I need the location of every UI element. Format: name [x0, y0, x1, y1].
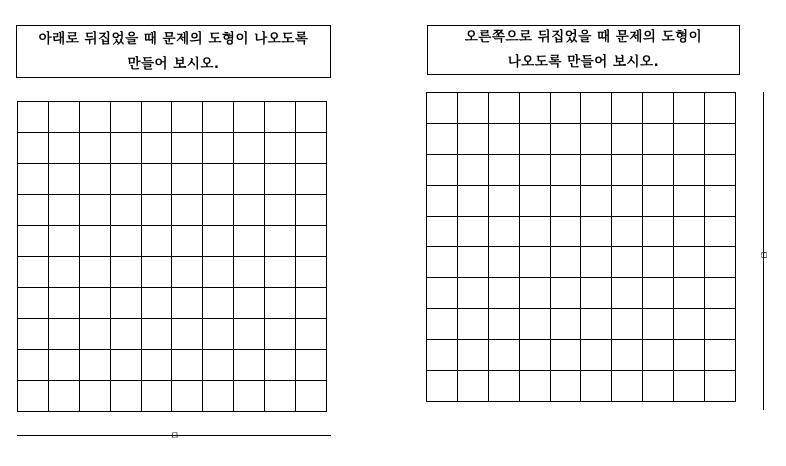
- grid-cell[interactable]: [265, 350, 296, 381]
- grid-cell[interactable]: [111, 164, 142, 195]
- grid-cell[interactable]: [489, 371, 520, 402]
- grid-cell[interactable]: [18, 102, 49, 133]
- grid-cell[interactable]: [458, 93, 489, 124]
- grid-cell[interactable]: [612, 124, 643, 155]
- grid-cell[interactable]: [427, 217, 458, 248]
- grid-cell[interactable]: [18, 164, 49, 195]
- grid-cell[interactable]: [265, 288, 296, 319]
- grid-cell[interactable]: [520, 247, 551, 278]
- grid-cell[interactable]: [489, 309, 520, 340]
- grid-cell[interactable]: [80, 319, 111, 350]
- grid-cell[interactable]: [49, 226, 80, 257]
- grid-cell[interactable]: [551, 93, 582, 124]
- grid-cell[interactable]: [49, 350, 80, 381]
- grid-cell[interactable]: [172, 288, 203, 319]
- grid-cell[interactable]: [80, 288, 111, 319]
- grid-cell[interactable]: [458, 217, 489, 248]
- grid-cell[interactable]: [427, 186, 458, 217]
- grid-cell[interactable]: [458, 124, 489, 155]
- grid-cell[interactable]: [612, 278, 643, 309]
- grid-cell[interactable]: [551, 371, 582, 402]
- grid-cell[interactable]: [265, 133, 296, 164]
- grid-cell[interactable]: [674, 155, 705, 186]
- grid-cell[interactable]: [520, 124, 551, 155]
- grid-cell[interactable]: [18, 288, 49, 319]
- grid-cell[interactable]: [234, 319, 265, 350]
- left-instruction-box: [16, 25, 331, 78]
- grid-cell[interactable]: [18, 133, 49, 164]
- right-instruction-line-1: 오른쪽으로 뒤집었을 때 문제의 도형이: [464, 29, 703, 45]
- grid-cell[interactable]: [49, 133, 80, 164]
- right-instruction-box: [427, 25, 740, 75]
- grid-cell[interactable]: [265, 226, 296, 257]
- grid-cell[interactable]: [489, 217, 520, 248]
- grid-cell[interactable]: [458, 309, 489, 340]
- grid-cell[interactable]: [142, 288, 173, 319]
- grid-cell[interactable]: [172, 319, 203, 350]
- grid-cell[interactable]: [551, 340, 582, 371]
- grid-cell[interactable]: [427, 93, 458, 124]
- grid-cell[interactable]: [489, 155, 520, 186]
- grid-cell[interactable]: [705, 371, 736, 402]
- grid-cell[interactable]: [296, 319, 327, 350]
- grid-cell[interactable]: [80, 164, 111, 195]
- grid-cell[interactable]: [234, 381, 265, 412]
- grid-cell[interactable]: [142, 257, 173, 288]
- grid-cell[interactable]: [551, 186, 582, 217]
- grid-cell[interactable]: [265, 164, 296, 195]
- grid-cell[interactable]: [705, 93, 736, 124]
- grid-cell[interactable]: [705, 186, 736, 217]
- grid-cell[interactable]: [643, 309, 674, 340]
- grid-cell[interactable]: [18, 257, 49, 288]
- grid-cell[interactable]: [643, 278, 674, 309]
- grid-cell[interactable]: [581, 124, 612, 155]
- grid-cell[interactable]: [142, 226, 173, 257]
- grid-cell[interactable]: [111, 350, 142, 381]
- grid-cell[interactable]: [427, 247, 458, 278]
- grid-cell[interactable]: [203, 350, 234, 381]
- grid-cell[interactable]: [172, 381, 203, 412]
- grid-cell[interactable]: [49, 164, 80, 195]
- left-instruction-line-1: 아래로 뒤집었을 때 문제의 도형이 나오도록: [38, 30, 309, 47]
- grid-cell[interactable]: [49, 288, 80, 319]
- grid-cell[interactable]: [80, 381, 111, 412]
- grid-cell[interactable]: [49, 195, 80, 226]
- grid-cell[interactable]: [581, 371, 612, 402]
- grid-cell[interactable]: [203, 102, 234, 133]
- grid-cell[interactable]: [581, 309, 612, 340]
- grid-cell[interactable]: [674, 93, 705, 124]
- grid-cell[interactable]: [612, 247, 643, 278]
- grid-cell[interactable]: [705, 309, 736, 340]
- grid-cell[interactable]: [234, 288, 265, 319]
- grid-cell[interactable]: [427, 340, 458, 371]
- grid-cell[interactable]: [643, 371, 674, 402]
- grid-cell[interactable]: [111, 133, 142, 164]
- grid-cell[interactable]: [18, 195, 49, 226]
- right-instruction-line-2: 나오도록 만들어 보시오.: [507, 54, 660, 70]
- grid-cell[interactable]: [458, 371, 489, 402]
- grid-cell[interactable]: [705, 247, 736, 278]
- grid-cell[interactable]: [234, 164, 265, 195]
- grid-cell[interactable]: [80, 102, 111, 133]
- grid-cell[interactable]: [458, 247, 489, 278]
- grid-cell[interactable]: [142, 350, 173, 381]
- grid-cell[interactable]: [172, 164, 203, 195]
- grid-cell[interactable]: [296, 226, 327, 257]
- grid-cell[interactable]: [458, 155, 489, 186]
- grid-cell[interactable]: [111, 319, 142, 350]
- grid-cell[interactable]: [265, 381, 296, 412]
- grid-cell[interactable]: [581, 217, 612, 248]
- grid-cell[interactable]: [234, 133, 265, 164]
- grid-cell[interactable]: [142, 319, 173, 350]
- grid-cell[interactable]: [111, 381, 142, 412]
- grid-cell[interactable]: [234, 350, 265, 381]
- grid-cell[interactable]: [458, 278, 489, 309]
- grid-cell[interactable]: [427, 371, 458, 402]
- grid-cell[interactable]: [551, 155, 582, 186]
- grid-cell[interactable]: [234, 102, 265, 133]
- grid-cell[interactable]: [203, 319, 234, 350]
- grid-cell[interactable]: [296, 381, 327, 412]
- grid-cell[interactable]: [612, 340, 643, 371]
- grid-cell[interactable]: [427, 309, 458, 340]
- grid-cell[interactable]: [203, 133, 234, 164]
- grid-cell[interactable]: [142, 195, 173, 226]
- grid-cell[interactable]: [643, 155, 674, 186]
- grid-cell[interactable]: [581, 340, 612, 371]
- grid-cell[interactable]: [489, 124, 520, 155]
- grid-cell[interactable]: [581, 247, 612, 278]
- grid-cell[interactable]: [111, 102, 142, 133]
- grid-cell[interactable]: [489, 340, 520, 371]
- grid-cell[interactable]: [49, 319, 80, 350]
- grid-cell[interactable]: [551, 309, 582, 340]
- grid-cell[interactable]: [296, 133, 327, 164]
- grid-cell[interactable]: [581, 278, 612, 309]
- grid-cell[interactable]: [142, 133, 173, 164]
- grid-cell[interactable]: [643, 124, 674, 155]
- grid-cell[interactable]: [49, 381, 80, 412]
- grid-cell[interactable]: [643, 247, 674, 278]
- grid-cell[interactable]: [551, 124, 582, 155]
- grid-cell[interactable]: [612, 186, 643, 217]
- grid-cell[interactable]: [265, 319, 296, 350]
- grid-cell[interactable]: [18, 319, 49, 350]
- grid-cell[interactable]: [674, 371, 705, 402]
- grid-cell[interactable]: [674, 217, 705, 248]
- grid-cell[interactable]: [674, 340, 705, 371]
- grid-cell[interactable]: [674, 309, 705, 340]
- grid-cell[interactable]: [172, 102, 203, 133]
- grid-cell[interactable]: [265, 257, 296, 288]
- grid-cell[interactable]: [612, 93, 643, 124]
- grid-cell[interactable]: [581, 93, 612, 124]
- grid-cell[interactable]: [203, 195, 234, 226]
- grid-cell[interactable]: [674, 247, 705, 278]
- grid-cell[interactable]: [427, 124, 458, 155]
- right-line-mark: ㅁ: [756, 250, 768, 260]
- grid-cell[interactable]: [296, 195, 327, 226]
- grid-cell[interactable]: [265, 102, 296, 133]
- grid-cell[interactable]: [643, 340, 674, 371]
- grid-cell[interactable]: [142, 102, 173, 133]
- grid-cell[interactable]: [80, 133, 111, 164]
- grid-cell[interactable]: [203, 226, 234, 257]
- grid-cell[interactable]: [489, 247, 520, 278]
- bottom-line-mark: ㅁ: [170, 428, 180, 439]
- grid-cell[interactable]: [458, 340, 489, 371]
- grid-cell[interactable]: [551, 278, 582, 309]
- grid-cell[interactable]: [520, 217, 551, 248]
- grid-cell[interactable]: [234, 195, 265, 226]
- grid-cell[interactable]: [520, 340, 551, 371]
- grid-cell[interactable]: [458, 186, 489, 217]
- grid-cell[interactable]: [520, 309, 551, 340]
- grid-cell[interactable]: [427, 278, 458, 309]
- grid-cell[interactable]: [296, 102, 327, 133]
- grid-cell[interactable]: [18, 350, 49, 381]
- grid-cell[interactable]: [520, 155, 551, 186]
- grid-cell[interactable]: [520, 93, 551, 124]
- left-instruction-line-2: 만들어 보시오.: [127, 55, 220, 72]
- grid-cell[interactable]: [705, 124, 736, 155]
- grid-cell[interactable]: [674, 124, 705, 155]
- grid-cell[interactable]: [111, 226, 142, 257]
- grid-cell[interactable]: [674, 186, 705, 217]
- grid-cell[interactable]: [489, 93, 520, 124]
- grid-cell[interactable]: [643, 93, 674, 124]
- grid-cell[interactable]: [296, 257, 327, 288]
- grid-cell[interactable]: [172, 195, 203, 226]
- grid-cell[interactable]: [643, 186, 674, 217]
- grid-cell[interactable]: [80, 257, 111, 288]
- grid-cell[interactable]: [80, 226, 111, 257]
- grid-cell[interactable]: [203, 164, 234, 195]
- grid-cell[interactable]: [111, 257, 142, 288]
- grid-cell[interactable]: [489, 278, 520, 309]
- grid-cell[interactable]: [489, 186, 520, 217]
- grid-cell[interactable]: [427, 155, 458, 186]
- grid-cell[interactable]: [203, 288, 234, 319]
- grid-cell[interactable]: [705, 278, 736, 309]
- grid-cell[interactable]: [612, 217, 643, 248]
- grid-cell[interactable]: [705, 155, 736, 186]
- grid-cell[interactable]: [172, 133, 203, 164]
- grid-cell[interactable]: [520, 186, 551, 217]
- grid-cell[interactable]: [111, 195, 142, 226]
- grid-cell[interactable]: [172, 226, 203, 257]
- grid-cell[interactable]: [80, 350, 111, 381]
- grid-cell[interactable]: [643, 217, 674, 248]
- grid-cell[interactable]: [172, 257, 203, 288]
- grid-cell[interactable]: [705, 340, 736, 371]
- grid-cell[interactable]: [203, 381, 234, 412]
- grid-cell[interactable]: [520, 278, 551, 309]
- grid-cell[interactable]: [520, 371, 551, 402]
- grid-cell[interactable]: [612, 155, 643, 186]
- grid-cell[interactable]: [80, 195, 111, 226]
- grid-cell[interactable]: [172, 350, 203, 381]
- grid-cell[interactable]: [674, 278, 705, 309]
- right-drawing-grid[interactable]: [426, 92, 736, 402]
- grid-cell[interactable]: [705, 217, 736, 248]
- grid-cell[interactable]: [581, 155, 612, 186]
- left-drawing-grid[interactable]: [17, 101, 327, 412]
- grid-cell[interactable]: [612, 371, 643, 402]
- grid-cell[interactable]: [296, 288, 327, 319]
- grid-cell[interactable]: [18, 226, 49, 257]
- grid-cell[interactable]: [18, 381, 49, 412]
- grid-cell[interactable]: [203, 257, 234, 288]
- grid-cell[interactable]: [49, 257, 80, 288]
- grid-cell[interactable]: [49, 102, 80, 133]
- grid-cell[interactable]: [296, 350, 327, 381]
- grid-cell[interactable]: [265, 195, 296, 226]
- grid-cell[interactable]: [551, 247, 582, 278]
- grid-cell[interactable]: [581, 186, 612, 217]
- grid-cell[interactable]: [551, 217, 582, 248]
- grid-cell[interactable]: [296, 164, 327, 195]
- grid-cell[interactable]: [612, 309, 643, 340]
- grid-cell[interactable]: [111, 288, 142, 319]
- grid-cell[interactable]: [142, 164, 173, 195]
- grid-cell[interactable]: [234, 257, 265, 288]
- grid-cell[interactable]: [142, 381, 173, 412]
- grid-cell[interactable]: [234, 226, 265, 257]
